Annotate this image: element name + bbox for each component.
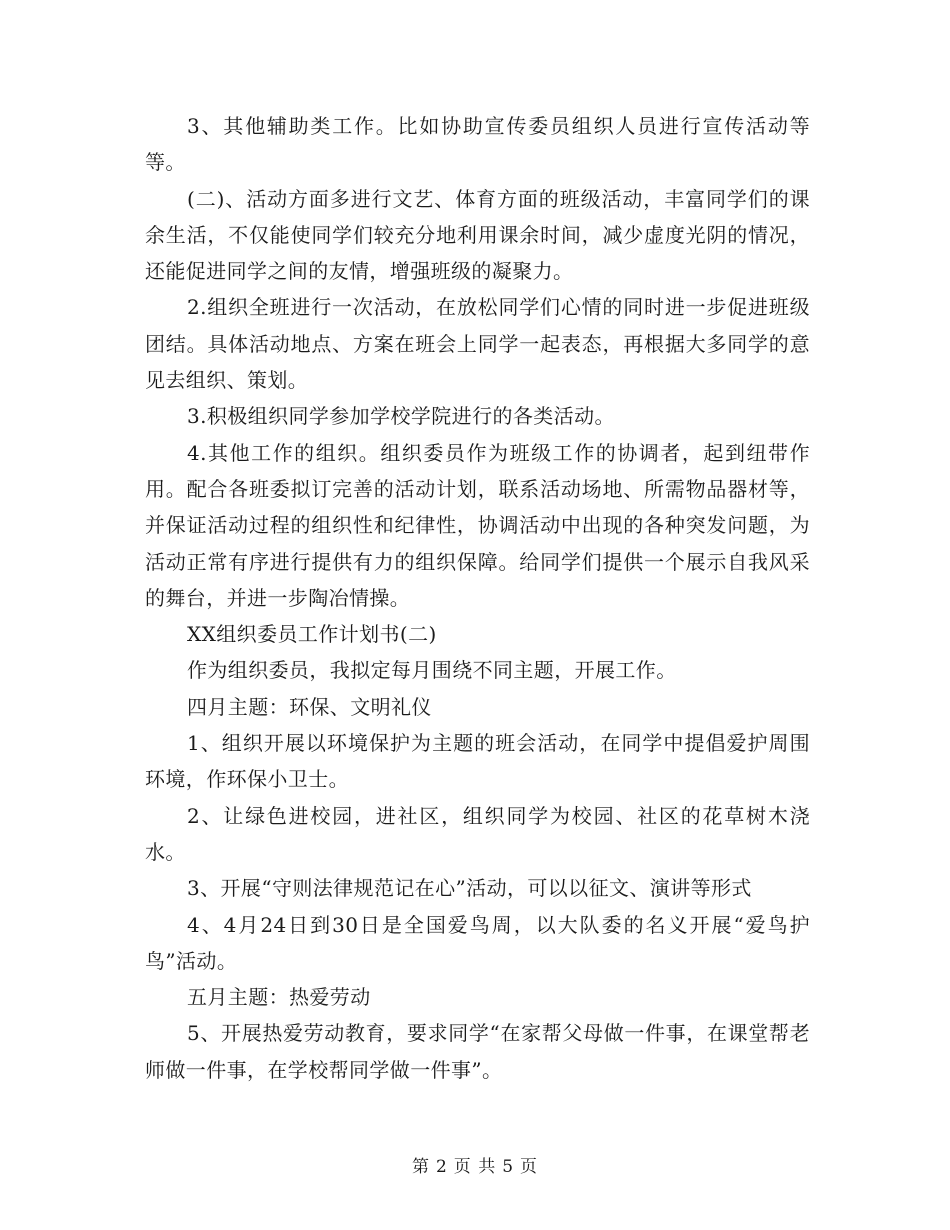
paragraph-2: (二)、活动方面多进行文艺、体育方面的班级活动，丰富同学们的课余生活，不仅能使同学们较充分地利用课余时间，减少虚度光阴的情况，还能促进同学之间的友情，增强班级的凝聚力。 xyxy=(145,186,810,284)
paragraph-9: 1、组织开展以环境保护为主题的班会活动，在同学中提倡爱护周围环境，作环保小卫士。 xyxy=(145,731,810,792)
paragraph-14: 5、开展热爱劳动教育，要求同学“在家帮父母做一件事，在课堂帮老师做一件事，在学校帮同学做一件事”。 xyxy=(145,1021,810,1082)
footer-prefix: 第 xyxy=(411,1157,430,1177)
paragraph-10: 2、让绿色进校园，进社区，组织同学为校园、社区的花草树木浇水。 xyxy=(145,803,810,864)
section-heading: XX组织委员工作计划书(二) xyxy=(187,622,437,647)
paragraph-1: 3、其他辅助类工作。比如协助宣传委员组织人员进行宣传活动等等。 xyxy=(145,114,810,175)
paragraph-12: 4、4月24日到30日是全国爱鸟周，以大队委的名义开展“爱鸟护鸟”活动。 xyxy=(145,912,810,973)
page-number-footer xyxy=(0,1152,950,1177)
may-theme: 五月主题：热爱劳动 xyxy=(187,985,371,1010)
document-body xyxy=(145,108,810,1088)
paragraph-3: 2.组织全班进行一次活动，在放松同学们心情的同时进一步促进班级团结。具体活动地点、方案在班会上同学一起表态，再根据大多同学的意见去组织、策划。 xyxy=(145,295,810,393)
paragraph-11: 3、开展“守则法律规范记在心”活动，可以以征文、演讲等形式 xyxy=(187,876,752,901)
footer-middle: 页 共 xyxy=(453,1157,497,1177)
paragraph-5: 4.其他工作的组织。组织委员作为班级工作的协调者，起到纽带作用。配合各班委拟订完善的活动计划，联系活动场地、所需物品器材等，并保证活动过程的组织性和纪律性，协调活动中出现的各种突发问题，为活动正常有序进行提供有力的组织保障。给同学们提供一个展示自我风采的舞台，并进一步陶冶情操。 xyxy=(145,440,810,610)
footer-suffix: 页 xyxy=(520,1157,539,1177)
april-theme: 四月主题：环保、文明礼仪 xyxy=(187,694,432,719)
paragraph-4: 3.积极组织同学参加学校学院进行的各类活动。 xyxy=(187,404,615,429)
footer-current-page: 2 xyxy=(435,1157,448,1177)
footer-total-pages: 5 xyxy=(502,1157,515,1177)
paragraph-7: 作为组织委员，我拟定每月围绕不同主题，开展工作。 xyxy=(187,658,677,683)
